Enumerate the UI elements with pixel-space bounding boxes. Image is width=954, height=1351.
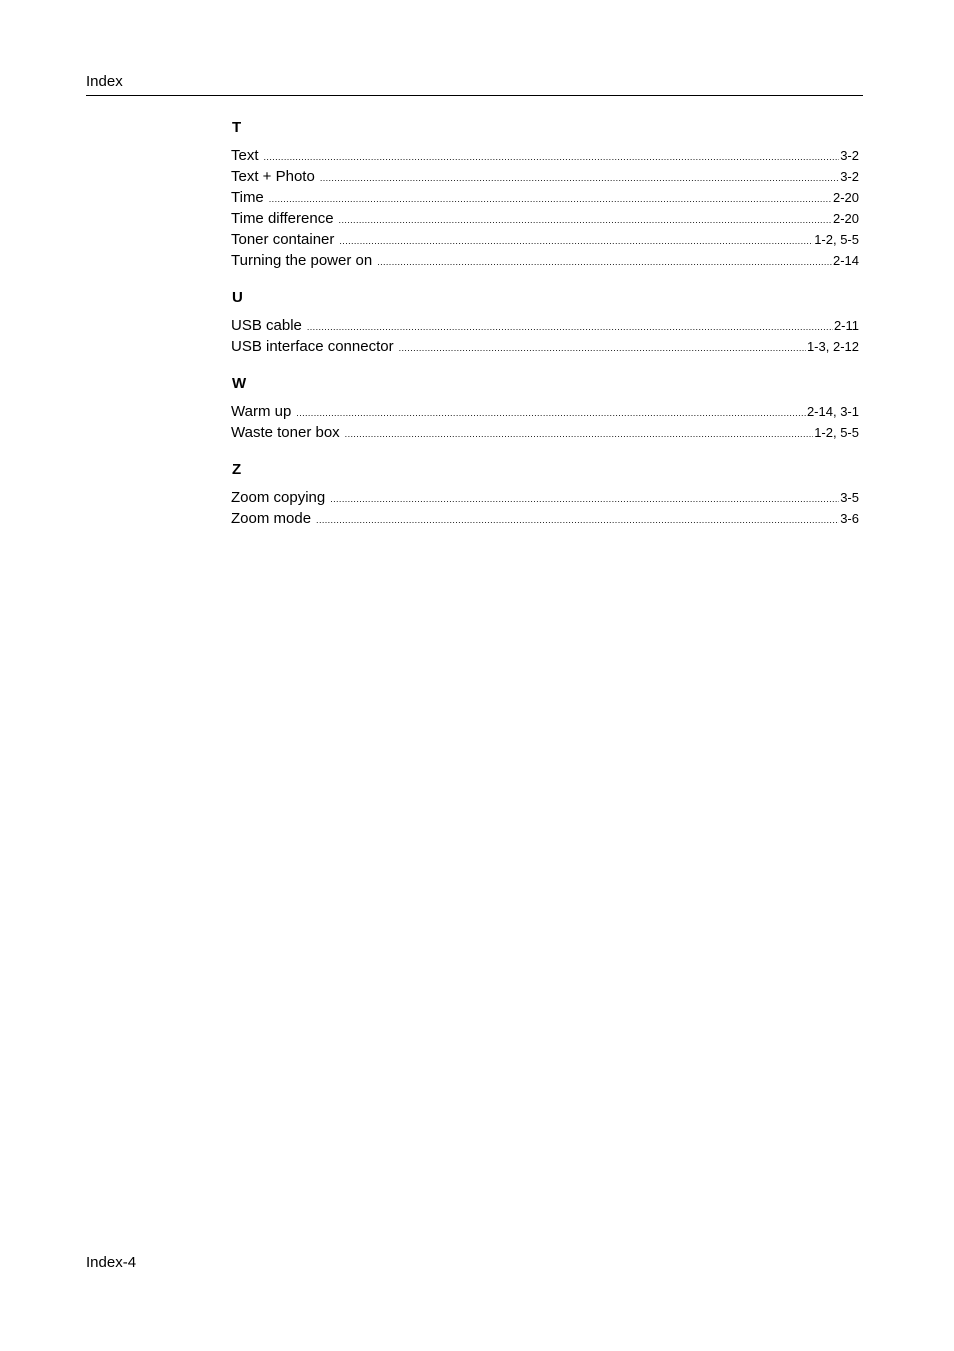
dot-leader	[399, 338, 806, 359]
page-ref: 3-2	[840, 169, 859, 184]
dot-leader	[307, 317, 833, 338]
index-term: Zoom mode	[231, 510, 312, 527]
dot-leader	[316, 510, 839, 531]
index-section-u	[231, 288, 859, 357]
index-term: Turning the power on	[231, 252, 373, 269]
dot-leader	[264, 147, 840, 168]
page-ref: 2-14, 3-1	[806, 404, 859, 419]
page-ref: 2-11	[833, 318, 859, 333]
dot-leader	[269, 189, 832, 210]
page-number: Index-4	[86, 1254, 137, 1271]
index-entry	[231, 187, 859, 208]
index-section-t	[231, 118, 859, 271]
dot-leader	[345, 424, 814, 445]
running-header	[86, 72, 863, 96]
index-term: Text + Photo	[231, 168, 315, 185]
index-entry	[231, 145, 859, 166]
index-term: Zoom copying	[231, 489, 326, 506]
index-term: Toner container	[231, 231, 335, 248]
dot-leader	[330, 489, 839, 510]
dot-leader	[339, 210, 832, 231]
page-ref: 2-14	[832, 253, 859, 268]
index-term: Time difference	[231, 210, 334, 227]
section-letter: Z	[232, 461, 242, 478]
section-letter: U	[232, 289, 243, 306]
page-ref: 3-2	[840, 148, 859, 163]
page-ref: 2-20	[832, 190, 859, 205]
index-entry	[231, 422, 859, 443]
index-entry	[231, 508, 859, 529]
index-entry	[231, 229, 859, 250]
index-entry	[231, 315, 859, 336]
page-ref: 3-6	[840, 511, 859, 526]
index-entry	[231, 166, 859, 187]
page-footer	[86, 1253, 136, 1273]
index-term: USB cable	[231, 317, 302, 334]
page-ref: 1-2, 5-5	[814, 232, 859, 247]
index-section-z	[231, 460, 859, 529]
index-section-w	[231, 374, 859, 443]
page-ref: 1-2, 5-5	[814, 425, 859, 440]
page-ref: 3-5	[840, 490, 859, 505]
dot-leader	[377, 252, 832, 273]
section-letter: T	[232, 119, 242, 136]
page-ref: 1-3, 2-12	[806, 339, 859, 354]
index-body	[231, 118, 859, 546]
dot-leader	[296, 403, 806, 424]
index-entry	[231, 208, 859, 229]
index-entry	[231, 401, 859, 422]
header-title: Index	[86, 73, 123, 90]
dot-leader	[320, 168, 839, 189]
index-entry	[231, 487, 859, 508]
index-term: Warm up	[231, 403, 292, 420]
index-entry	[231, 336, 859, 357]
index-term: Text	[231, 147, 259, 164]
index-term: Waste toner box	[231, 424, 340, 441]
dot-leader	[339, 231, 813, 252]
section-letter: W	[232, 375, 247, 392]
index-term: USB interface connector	[231, 338, 394, 355]
index-entry	[231, 250, 859, 271]
index-term: Time	[231, 189, 264, 206]
page-ref: 2-20	[832, 211, 859, 226]
